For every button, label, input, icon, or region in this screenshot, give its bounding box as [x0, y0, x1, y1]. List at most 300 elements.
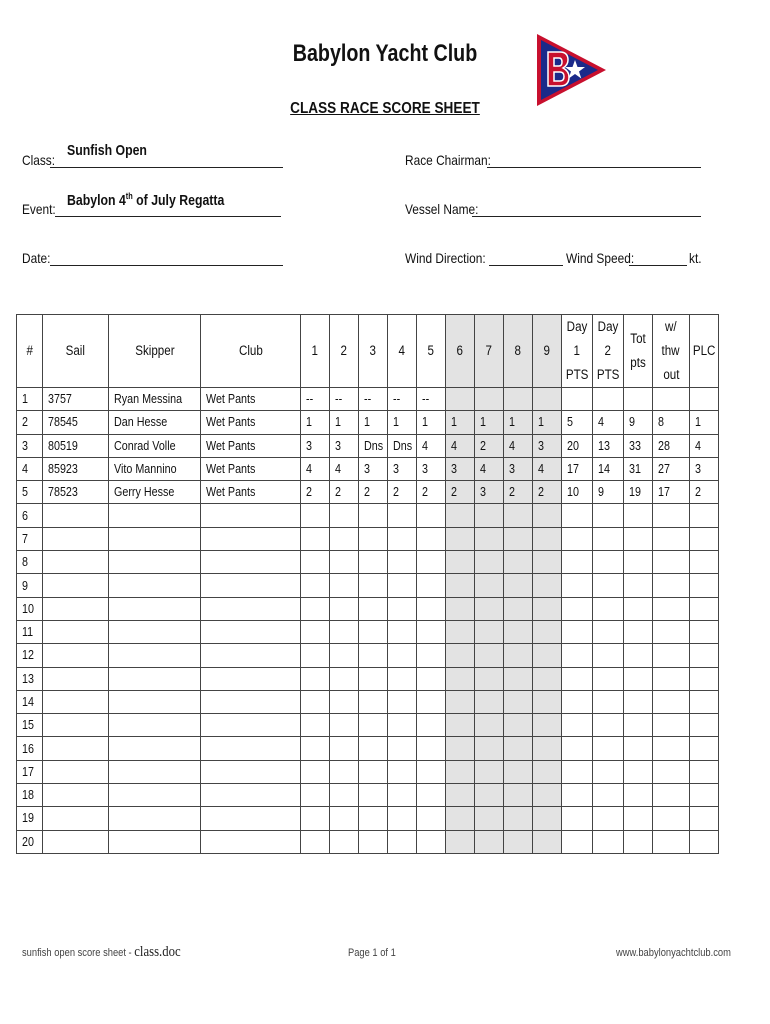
cell-race-3[interactable] [359, 737, 388, 760]
cell-race-2[interactable] [330, 830, 359, 853]
cell-race-6[interactable] [446, 690, 475, 713]
cell-skipper[interactable] [109, 830, 201, 853]
cell-day2-pts[interactable] [593, 760, 624, 783]
cell-race-1[interactable] [301, 784, 330, 807]
cell-total-pts[interactable] [624, 644, 653, 667]
cell-club[interactable] [201, 504, 301, 527]
cell-throwout[interactable] [653, 551, 690, 574]
cell-race-3[interactable] [359, 527, 388, 550]
cell-race-3[interactable]: -- [359, 388, 388, 411]
cell-race-5[interactable] [417, 690, 446, 713]
cell-race-7[interactable]: 3 [475, 481, 504, 504]
cell-race-4[interactable] [388, 574, 417, 597]
cell-place[interactable] [690, 667, 719, 690]
cell-race-5[interactable] [417, 807, 446, 830]
cell-day1-pts[interactable] [562, 527, 593, 550]
cell-race-9[interactable] [533, 784, 562, 807]
cell-race-9[interactable] [533, 830, 562, 853]
cell-race-3[interactable] [359, 690, 388, 713]
cell-race-2[interactable] [330, 714, 359, 737]
cell-throwout[interactable] [653, 620, 690, 643]
cell-race-1[interactable] [301, 574, 330, 597]
cell-club[interactable] [201, 784, 301, 807]
cell-race-5[interactable] [417, 830, 446, 853]
cell-race-3[interactable] [359, 574, 388, 597]
cell-race-1[interactable] [301, 690, 330, 713]
cell-race-8[interactable] [504, 690, 533, 713]
cell-race-3[interactable] [359, 644, 388, 667]
cell-place[interactable] [690, 714, 719, 737]
cell-race-2[interactable]: 4 [330, 457, 359, 480]
cell-race-3[interactable] [359, 504, 388, 527]
cell-race-9[interactable] [533, 644, 562, 667]
cell-race-5[interactable]: 4 [417, 434, 446, 457]
cell-race-8[interactable] [504, 784, 533, 807]
cell-day1-pts[interactable] [562, 644, 593, 667]
cell-race-1[interactable] [301, 551, 330, 574]
cell-race-6[interactable] [446, 760, 475, 783]
cell-place[interactable]: 3 [690, 457, 719, 480]
cell-race-7[interactable] [475, 760, 504, 783]
cell-race-9[interactable] [533, 388, 562, 411]
cell-skipper[interactable] [109, 760, 201, 783]
cell-race-8[interactable] [504, 527, 533, 550]
cell-day2-pts[interactable]: 4 [593, 411, 624, 434]
cell-place[interactable] [690, 830, 719, 853]
cell-race-3[interactable] [359, 597, 388, 620]
cell-race-7[interactable] [475, 690, 504, 713]
cell-race-9[interactable] [533, 551, 562, 574]
cell-total-pts[interactable] [624, 551, 653, 574]
cell-place[interactable] [690, 388, 719, 411]
cell-skipper[interactable] [109, 784, 201, 807]
cell-day1-pts[interactable] [562, 620, 593, 643]
cell-day2-pts[interactable]: 14 [593, 457, 624, 480]
cell-race-4[interactable]: 1 [388, 411, 417, 434]
cell-day2-pts[interactable]: 9 [593, 481, 624, 504]
cell-race-9[interactable] [533, 597, 562, 620]
cell-club[interactable]: Wet Pants [201, 457, 301, 480]
event-field-line[interactable] [55, 216, 281, 217]
cell-race-9[interactable] [533, 667, 562, 690]
cell-race-5[interactable] [417, 667, 446, 690]
cell-club[interactable] [201, 667, 301, 690]
cell-sail[interactable]: 3757 [43, 388, 109, 411]
cell-place[interactable] [690, 597, 719, 620]
cell-skipper[interactable]: Ryan Messina [109, 388, 201, 411]
cell-race-6[interactable] [446, 597, 475, 620]
cell-club[interactable] [201, 737, 301, 760]
cell-place[interactable]: 4 [690, 434, 719, 457]
cell-throwout[interactable]: 27 [653, 457, 690, 480]
cell-race-7[interactable] [475, 620, 504, 643]
cell-total-pts[interactable] [624, 760, 653, 783]
cell-race-3[interactable] [359, 667, 388, 690]
cell-day1-pts[interactable] [562, 784, 593, 807]
cell-day1-pts[interactable] [562, 714, 593, 737]
cell-club[interactable] [201, 620, 301, 643]
cell-sail[interactable] [43, 644, 109, 667]
cell-club[interactable] [201, 714, 301, 737]
cell-throwout[interactable] [653, 807, 690, 830]
cell-sail[interactable]: 80519 [43, 434, 109, 457]
cell-day1-pts[interactable]: 10 [562, 481, 593, 504]
cell-race-3[interactable]: 1 [359, 411, 388, 434]
cell-race-6[interactable]: 4 [446, 434, 475, 457]
cell-race-9[interactable] [533, 760, 562, 783]
cell-race-1[interactable] [301, 737, 330, 760]
wind-direction-field-line[interactable] [489, 265, 563, 266]
cell-total-pts[interactable]: 33 [624, 434, 653, 457]
cell-race-9[interactable] [533, 807, 562, 830]
cell-day2-pts[interactable] [593, 574, 624, 597]
cell-race-2[interactable]: -- [330, 388, 359, 411]
cell-race-8[interactable] [504, 760, 533, 783]
cell-throwout[interactable]: 28 [653, 434, 690, 457]
cell-total-pts[interactable] [624, 504, 653, 527]
cell-race-2[interactable] [330, 620, 359, 643]
cell-total-pts[interactable] [624, 574, 653, 597]
cell-club[interactable] [201, 551, 301, 574]
cell-race-3[interactable]: 2 [359, 481, 388, 504]
cell-place[interactable]: 2 [690, 481, 719, 504]
cell-day1-pts[interactable] [562, 807, 593, 830]
cell-skipper[interactable] [109, 574, 201, 597]
cell-race-7[interactable]: 2 [475, 434, 504, 457]
cell-race-3[interactable]: 3 [359, 457, 388, 480]
cell-day2-pts[interactable] [593, 807, 624, 830]
cell-place[interactable] [690, 690, 719, 713]
cell-race-1[interactable] [301, 830, 330, 853]
cell-race-1[interactable] [301, 714, 330, 737]
cell-race-6[interactable] [446, 644, 475, 667]
cell-race-3[interactable] [359, 830, 388, 853]
class-field-line[interactable] [50, 167, 283, 168]
cell-race-8[interactable]: 2 [504, 481, 533, 504]
cell-race-4[interactable] [388, 667, 417, 690]
cell-race-4[interactable]: -- [388, 388, 417, 411]
cell-race-8[interactable] [504, 737, 533, 760]
cell-day1-pts[interactable] [562, 388, 593, 411]
cell-race-6[interactable]: 2 [446, 481, 475, 504]
cell-race-7[interactable] [475, 737, 504, 760]
cell-sail[interactable] [43, 667, 109, 690]
cell-race-6[interactable] [446, 737, 475, 760]
cell-day1-pts[interactable] [562, 737, 593, 760]
cell-total-pts[interactable] [624, 737, 653, 760]
cell-sail[interactable]: 78523 [43, 481, 109, 504]
cell-skipper[interactable] [109, 504, 201, 527]
cell-race-6[interactable] [446, 388, 475, 411]
cell-day2-pts[interactable] [593, 551, 624, 574]
cell-race-8[interactable] [504, 551, 533, 574]
cell-race-6[interactable] [446, 784, 475, 807]
cell-race-5[interactable] [417, 574, 446, 597]
cell-race-8[interactable] [504, 620, 533, 643]
cell-skipper[interactable] [109, 714, 201, 737]
cell-race-8[interactable] [504, 597, 533, 620]
cell-race-5[interactable] [417, 737, 446, 760]
cell-race-4[interactable] [388, 690, 417, 713]
cell-club[interactable] [201, 527, 301, 550]
wind-speed-field-line[interactable] [629, 265, 687, 266]
cell-race-4[interactable] [388, 830, 417, 853]
cell-race-7[interactable] [475, 714, 504, 737]
cell-place[interactable] [690, 737, 719, 760]
cell-total-pts[interactable] [624, 667, 653, 690]
cell-race-3[interactable] [359, 714, 388, 737]
cell-race-9[interactable]: 2 [533, 481, 562, 504]
cell-race-3[interactable] [359, 551, 388, 574]
cell-sail[interactable] [43, 807, 109, 830]
cell-race-8[interactable] [504, 714, 533, 737]
cell-race-5[interactable]: 2 [417, 481, 446, 504]
cell-club[interactable] [201, 597, 301, 620]
cell-total-pts[interactable] [624, 690, 653, 713]
cell-throwout[interactable] [653, 574, 690, 597]
cell-race-5[interactable]: 1 [417, 411, 446, 434]
cell-race-5[interactable]: -- [417, 388, 446, 411]
cell-race-3[interactable] [359, 620, 388, 643]
cell-race-7[interactable] [475, 597, 504, 620]
cell-race-1[interactable] [301, 597, 330, 620]
cell-race-4[interactable] [388, 737, 417, 760]
cell-sail[interactable] [43, 574, 109, 597]
cell-skipper[interactable] [109, 527, 201, 550]
cell-race-4[interactable] [388, 760, 417, 783]
cell-skipper[interactable]: Vito Mannino [109, 457, 201, 480]
cell-race-4[interactable] [388, 644, 417, 667]
cell-club[interactable] [201, 760, 301, 783]
cell-race-5[interactable] [417, 551, 446, 574]
cell-race-9[interactable] [533, 527, 562, 550]
cell-race-1[interactable] [301, 667, 330, 690]
cell-race-8[interactable] [504, 574, 533, 597]
cell-total-pts[interactable]: 31 [624, 457, 653, 480]
cell-total-pts[interactable] [624, 807, 653, 830]
cell-day2-pts[interactable] [593, 644, 624, 667]
cell-race-2[interactable] [330, 760, 359, 783]
cell-place[interactable] [690, 527, 719, 550]
cell-place[interactable] [690, 784, 719, 807]
cell-club[interactable] [201, 830, 301, 853]
cell-day1-pts[interactable] [562, 667, 593, 690]
cell-throwout[interactable] [653, 504, 690, 527]
cell-race-8[interactable] [504, 644, 533, 667]
cell-total-pts[interactable] [624, 597, 653, 620]
cell-race-5[interactable] [417, 644, 446, 667]
cell-race-9[interactable] [533, 714, 562, 737]
cell-place[interactable] [690, 644, 719, 667]
cell-day2-pts[interactable]: 13 [593, 434, 624, 457]
cell-race-1[interactable]: 3 [301, 434, 330, 457]
cell-race-9[interactable] [533, 620, 562, 643]
cell-race-7[interactable] [475, 830, 504, 853]
cell-club[interactable] [201, 574, 301, 597]
cell-place[interactable] [690, 574, 719, 597]
cell-total-pts[interactable] [624, 620, 653, 643]
cell-total-pts[interactable] [624, 830, 653, 853]
cell-sail[interactable] [43, 620, 109, 643]
cell-race-7[interactable]: 1 [475, 411, 504, 434]
cell-place[interactable] [690, 807, 719, 830]
cell-race-6[interactable] [446, 667, 475, 690]
cell-race-6[interactable]: 1 [446, 411, 475, 434]
cell-day1-pts[interactable] [562, 690, 593, 713]
cell-race-7[interactable] [475, 667, 504, 690]
cell-race-7[interactable]: 4 [475, 457, 504, 480]
cell-throwout[interactable] [653, 388, 690, 411]
footer-website[interactable]: www.babylonyachtclub.com [616, 947, 731, 959]
cell-place[interactable] [690, 504, 719, 527]
cell-sail[interactable] [43, 737, 109, 760]
cell-race-2[interactable] [330, 807, 359, 830]
cell-skipper[interactable] [109, 644, 201, 667]
cell-race-6[interactable] [446, 551, 475, 574]
cell-race-9[interactable]: 4 [533, 457, 562, 480]
cell-race-2[interactable] [330, 737, 359, 760]
cell-race-3[interactable] [359, 807, 388, 830]
cell-race-1[interactable] [301, 504, 330, 527]
cell-sail[interactable]: 85923 [43, 457, 109, 480]
date-field-line[interactable] [50, 265, 283, 266]
cell-day1-pts[interactable] [562, 830, 593, 853]
cell-day2-pts[interactable] [593, 527, 624, 550]
cell-skipper[interactable]: Dan Hesse [109, 411, 201, 434]
cell-total-pts[interactable]: 19 [624, 481, 653, 504]
cell-race-9[interactable] [533, 574, 562, 597]
cell-race-8[interactable] [504, 807, 533, 830]
cell-total-pts[interactable]: 9 [624, 411, 653, 434]
cell-place[interactable] [690, 620, 719, 643]
cell-race-6[interactable] [446, 504, 475, 527]
cell-race-4[interactable] [388, 620, 417, 643]
cell-throwout[interactable] [653, 644, 690, 667]
cell-race-7[interactable] [475, 388, 504, 411]
cell-race-8[interactable]: 4 [504, 434, 533, 457]
cell-club[interactable]: Wet Pants [201, 434, 301, 457]
cell-club[interactable] [201, 690, 301, 713]
cell-race-4[interactable] [388, 714, 417, 737]
cell-sail[interactable] [43, 504, 109, 527]
cell-race-7[interactable] [475, 644, 504, 667]
cell-race-2[interactable] [330, 644, 359, 667]
cell-race-2[interactable] [330, 667, 359, 690]
cell-race-7[interactable] [475, 527, 504, 550]
cell-race-1[interactable] [301, 760, 330, 783]
cell-throwout[interactable] [653, 597, 690, 620]
cell-sail[interactable] [43, 714, 109, 737]
cell-throwout[interactable] [653, 830, 690, 853]
cell-race-5[interactable] [417, 504, 446, 527]
cell-race-2[interactable] [330, 527, 359, 550]
cell-sail[interactable] [43, 527, 109, 550]
cell-day2-pts[interactable] [593, 620, 624, 643]
cell-place[interactable] [690, 760, 719, 783]
cell-race-9[interactable]: 3 [533, 434, 562, 457]
cell-race-5[interactable] [417, 620, 446, 643]
cell-day2-pts[interactable] [593, 667, 624, 690]
cell-skipper[interactable] [109, 620, 201, 643]
cell-race-5[interactable] [417, 527, 446, 550]
cell-race-2[interactable]: 2 [330, 481, 359, 504]
cell-race-9[interactable] [533, 737, 562, 760]
cell-race-9[interactable] [533, 504, 562, 527]
cell-day1-pts[interactable] [562, 760, 593, 783]
cell-total-pts[interactable] [624, 527, 653, 550]
cell-race-1[interactable]: 1 [301, 411, 330, 434]
cell-race-1[interactable] [301, 644, 330, 667]
cell-club[interactable]: Wet Pants [201, 388, 301, 411]
cell-place[interactable]: 1 [690, 411, 719, 434]
cell-race-4[interactable]: Dns [388, 434, 417, 457]
cell-race-2[interactable] [330, 574, 359, 597]
cell-day1-pts[interactable] [562, 597, 593, 620]
cell-place[interactable] [690, 551, 719, 574]
cell-race-4[interactable] [388, 597, 417, 620]
cell-race-4[interactable]: 2 [388, 481, 417, 504]
cell-throwout[interactable] [653, 714, 690, 737]
cell-throwout[interactable] [653, 737, 690, 760]
cell-throwout[interactable] [653, 667, 690, 690]
cell-race-4[interactable] [388, 551, 417, 574]
cell-race-3[interactable] [359, 760, 388, 783]
cell-skipper[interactable] [109, 667, 201, 690]
cell-sail[interactable]: 78545 [43, 411, 109, 434]
cell-race-1[interactable]: 2 [301, 481, 330, 504]
cell-skipper[interactable] [109, 690, 201, 713]
cell-day2-pts[interactable] [593, 597, 624, 620]
cell-total-pts[interactable] [624, 784, 653, 807]
cell-total-pts[interactable] [624, 714, 653, 737]
cell-race-7[interactable] [475, 574, 504, 597]
cell-race-5[interactable]: 3 [417, 457, 446, 480]
cell-throwout[interactable] [653, 760, 690, 783]
cell-skipper[interactable] [109, 807, 201, 830]
cell-race-2[interactable]: 1 [330, 411, 359, 434]
cell-race-7[interactable] [475, 551, 504, 574]
cell-race-1[interactable]: 4 [301, 457, 330, 480]
cell-race-1[interactable] [301, 527, 330, 550]
cell-throwout[interactable]: 17 [653, 481, 690, 504]
cell-day2-pts[interactable] [593, 737, 624, 760]
cell-sail[interactable] [43, 784, 109, 807]
cell-race-9[interactable] [533, 690, 562, 713]
cell-race-1[interactable] [301, 620, 330, 643]
cell-skipper[interactable] [109, 551, 201, 574]
cell-race-6[interactable] [446, 574, 475, 597]
cell-race-5[interactable] [417, 784, 446, 807]
cell-club[interactable]: Wet Pants [201, 411, 301, 434]
cell-club[interactable]: Wet Pants [201, 481, 301, 504]
cell-race-9[interactable]: 1 [533, 411, 562, 434]
cell-sail[interactable] [43, 690, 109, 713]
cell-day2-pts[interactable] [593, 830, 624, 853]
cell-race-6[interactable] [446, 620, 475, 643]
cell-race-7[interactable] [475, 807, 504, 830]
cell-race-8[interactable] [504, 388, 533, 411]
cell-race-1[interactable]: -- [301, 388, 330, 411]
cell-sail[interactable] [43, 830, 109, 853]
vessel-name-field-line[interactable] [472, 216, 701, 217]
cell-day1-pts[interactable] [562, 504, 593, 527]
cell-race-8[interactable]: 1 [504, 411, 533, 434]
cell-race-7[interactable] [475, 504, 504, 527]
cell-total-pts[interactable] [624, 388, 653, 411]
cell-race-2[interactable] [330, 597, 359, 620]
cell-race-5[interactable] [417, 760, 446, 783]
cell-race-6[interactable]: 3 [446, 457, 475, 480]
